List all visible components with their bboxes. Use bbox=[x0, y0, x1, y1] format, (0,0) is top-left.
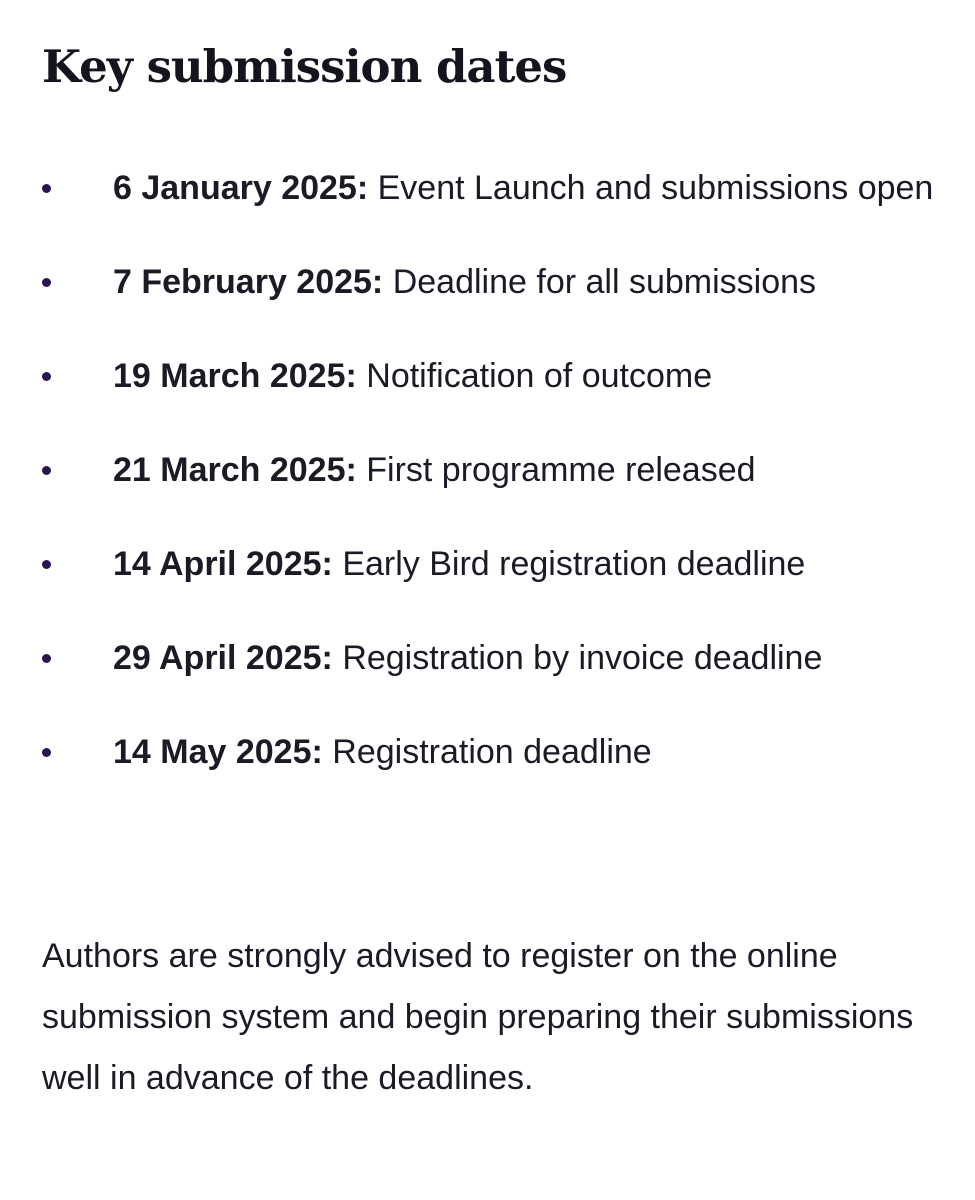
bullet-icon bbox=[42, 748, 51, 757]
date-label: 14 May 2025: bbox=[113, 733, 323, 771]
date-description: First programme released bbox=[366, 451, 756, 489]
bullet-icon bbox=[42, 654, 51, 663]
bullet-icon bbox=[42, 372, 51, 381]
list-item bbox=[42, 537, 957, 591]
list-item bbox=[42, 349, 957, 403]
bullet-icon bbox=[42, 560, 51, 569]
bullet-icon bbox=[42, 184, 51, 193]
list-item bbox=[42, 255, 957, 309]
bullet-icon bbox=[42, 466, 51, 475]
date-label: 19 March 2025: bbox=[113, 357, 357, 395]
date-description: Registration by invoice deadline bbox=[342, 639, 823, 677]
date-label: 6 January 2025: bbox=[113, 169, 369, 207]
date-description: Early Bird registration deadline bbox=[342, 545, 806, 583]
list-item bbox=[42, 443, 957, 497]
date-label: 7 February 2025: bbox=[113, 263, 384, 301]
key-dates-section bbox=[42, 40, 957, 1097]
date-description: Event Launch and submissions open bbox=[377, 169, 934, 207]
page-heading: Key submission dates bbox=[42, 40, 567, 93]
date-description: Registration deadline bbox=[332, 733, 652, 771]
list-item bbox=[42, 161, 957, 215]
list-item bbox=[42, 725, 957, 779]
date-label: 21 March 2025: bbox=[113, 451, 357, 489]
date-label: 29 April 2025: bbox=[113, 639, 333, 677]
dates-list bbox=[42, 161, 957, 779]
date-label: 14 April 2025: bbox=[113, 545, 333, 583]
advice-paragraph: Authors are strongly advised to register on the online submission system and begin preparing their submissions well in advance of the deadlines. bbox=[42, 937, 914, 1097]
date-description: Notification of outcome bbox=[366, 357, 713, 395]
date-description: Deadline for all submissions bbox=[392, 263, 817, 301]
bullet-icon bbox=[42, 278, 51, 287]
list-item bbox=[42, 631, 957, 685]
